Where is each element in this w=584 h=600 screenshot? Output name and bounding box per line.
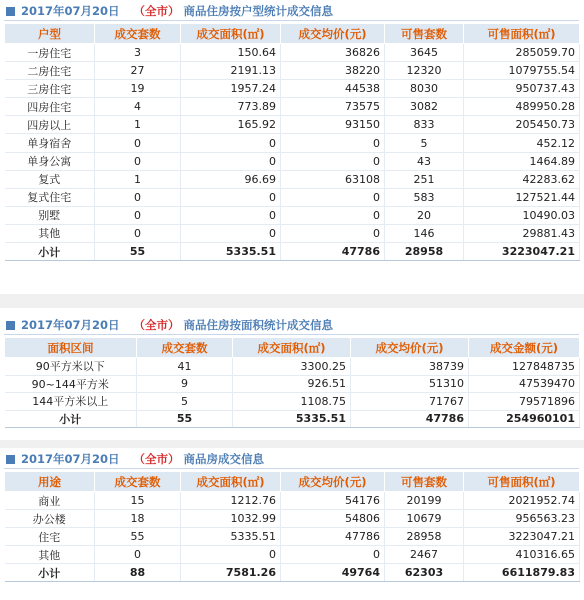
total-cell: 5335.51 bbox=[181, 243, 281, 261]
total-cell: 3223047.21 bbox=[464, 243, 580, 261]
table-cell: 127848735 bbox=[469, 358, 580, 376]
table-cell: 489950.28 bbox=[464, 98, 580, 116]
table-row bbox=[5, 98, 580, 116]
table-cell: 583 bbox=[385, 188, 464, 206]
commercial-table bbox=[4, 471, 580, 582]
table-cell: 146 bbox=[385, 224, 464, 242]
table-cell: 10490.03 bbox=[464, 206, 580, 224]
table-cell: 四房住宅 bbox=[5, 98, 95, 116]
bullet-square-icon bbox=[6, 321, 15, 330]
table-cell: 165.92 bbox=[181, 116, 281, 134]
section-unit-type bbox=[4, 2, 579, 261]
table-cell: 956563.23 bbox=[464, 510, 580, 528]
table-cell: 27 bbox=[95, 62, 181, 80]
section-title: 商品住房按户型统计成交信息 bbox=[183, 4, 334, 18]
table-cell: 205450.73 bbox=[464, 116, 580, 134]
table-cell: 0 bbox=[95, 188, 181, 206]
column-header: 面积区间 bbox=[5, 338, 137, 358]
table-cell: 410316.65 bbox=[464, 546, 580, 564]
table-cell: 其他 bbox=[5, 546, 95, 564]
table-cell: 773.89 bbox=[181, 98, 281, 116]
table-header-row bbox=[5, 24, 580, 44]
table-cell: 办公楼 bbox=[5, 510, 95, 528]
table-row bbox=[5, 358, 580, 376]
section-title: 商品房成交信息 bbox=[183, 452, 265, 466]
table-cell: 0 bbox=[95, 546, 181, 564]
table-cell: 926.51 bbox=[233, 375, 351, 393]
table-total-row bbox=[5, 564, 580, 582]
table-cell: 1032.99 bbox=[181, 510, 281, 528]
table-cell: 38739 bbox=[351, 358, 469, 376]
table-row bbox=[5, 375, 580, 393]
table-cell: 一房住宅 bbox=[5, 44, 95, 62]
table-cell: 住宅 bbox=[5, 528, 95, 546]
table-row bbox=[5, 62, 580, 80]
section-scope: （全市） bbox=[133, 318, 180, 332]
column-header: 成交面积(㎡) bbox=[233, 338, 351, 358]
section-date: 2017年07月20日 bbox=[21, 4, 120, 18]
column-header: 成交面积(㎡) bbox=[181, 24, 281, 44]
column-header: 成交套数 bbox=[95, 24, 181, 44]
table-row bbox=[5, 170, 580, 188]
table-cell: 0 bbox=[181, 206, 281, 224]
table-cell: 0 bbox=[95, 206, 181, 224]
table-cell: 单身公寓 bbox=[5, 152, 95, 170]
table-cell: 93150 bbox=[281, 116, 385, 134]
table-cell: 1212.76 bbox=[181, 492, 281, 510]
column-header: 成交均价(元) bbox=[281, 472, 385, 492]
table-cell: 0 bbox=[281, 224, 385, 242]
section-divider bbox=[0, 294, 584, 308]
table-row bbox=[5, 492, 580, 510]
table-cell: 1079755.54 bbox=[464, 62, 580, 80]
table-cell: 3082 bbox=[385, 98, 464, 116]
table-cell: 5 bbox=[137, 393, 233, 411]
section-commercial bbox=[4, 450, 579, 582]
section-scope: （全市） bbox=[133, 452, 180, 466]
table-cell: 2021952.74 bbox=[464, 492, 580, 510]
table-row bbox=[5, 393, 580, 411]
column-header: 可售套数 bbox=[385, 24, 464, 44]
section-divider bbox=[0, 440, 584, 448]
table-cell: 20199 bbox=[385, 492, 464, 510]
total-cell: 55 bbox=[95, 243, 181, 261]
section-date: 2017年07月20日 bbox=[21, 318, 120, 332]
table-cell: 10679 bbox=[385, 510, 464, 528]
table-cell: 0 bbox=[281, 152, 385, 170]
table-cell: 8030 bbox=[385, 80, 464, 98]
table-cell: 2467 bbox=[385, 546, 464, 564]
section-title-bar bbox=[4, 316, 579, 335]
table-cell: 90平方米以下 bbox=[5, 358, 137, 376]
column-header: 成交套数 bbox=[95, 472, 181, 492]
table-cell: 28958 bbox=[385, 528, 464, 546]
total-cell: 62303 bbox=[385, 564, 464, 582]
table-cell: 5 bbox=[385, 134, 464, 152]
table-cell: 29881.43 bbox=[464, 224, 580, 242]
section-title-bar bbox=[4, 450, 579, 469]
table-cell: 0 bbox=[181, 152, 281, 170]
table-cell: 三房住宅 bbox=[5, 80, 95, 98]
total-cell: 5335.51 bbox=[233, 410, 351, 428]
column-header: 户型 bbox=[5, 24, 95, 44]
table-cell: 1464.89 bbox=[464, 152, 580, 170]
table-cell: 127521.44 bbox=[464, 188, 580, 206]
total-cell: 47786 bbox=[351, 410, 469, 428]
total-cell: 55 bbox=[137, 410, 233, 428]
total-cell: 88 bbox=[95, 564, 181, 582]
column-header: 可售面积(㎡) bbox=[464, 24, 580, 44]
table-cell: 47539470 bbox=[469, 375, 580, 393]
section-date: 2017年07月20日 bbox=[21, 452, 120, 466]
table-cell: 42283.62 bbox=[464, 170, 580, 188]
table-cell: 0 bbox=[181, 134, 281, 152]
table-header-row bbox=[5, 472, 580, 492]
table-cell: 商业 bbox=[5, 492, 95, 510]
table-cell: 0 bbox=[181, 546, 281, 564]
table-cell: 0 bbox=[95, 134, 181, 152]
table-cell: 3300.25 bbox=[233, 358, 351, 376]
table-row bbox=[5, 528, 580, 546]
total-cell: 49764 bbox=[281, 564, 385, 582]
column-header: 成交金额(元) bbox=[469, 338, 580, 358]
table-row bbox=[5, 206, 580, 224]
table-cell: 0 bbox=[95, 224, 181, 242]
table-cell: 0 bbox=[181, 188, 281, 206]
table-cell: 9 bbox=[137, 375, 233, 393]
total-cell: 小计 bbox=[5, 243, 95, 261]
table-cell: 144平方米以上 bbox=[5, 393, 137, 411]
table-cell: 0 bbox=[281, 206, 385, 224]
table-cell: 73575 bbox=[281, 98, 385, 116]
table-cell: 5335.51 bbox=[181, 528, 281, 546]
table-cell: 0 bbox=[281, 188, 385, 206]
table-header-row bbox=[5, 338, 580, 358]
section-title-bar bbox=[4, 2, 579, 21]
table-cell: 96.69 bbox=[181, 170, 281, 188]
column-header: 用途 bbox=[5, 472, 95, 492]
unit-type-table bbox=[4, 23, 580, 261]
table-cell: 二房住宅 bbox=[5, 62, 95, 80]
table-cell: 15 bbox=[95, 492, 181, 510]
table-cell: 4 bbox=[95, 98, 181, 116]
table-row bbox=[5, 188, 580, 206]
table-cell: 51310 bbox=[351, 375, 469, 393]
table-cell: 12320 bbox=[385, 62, 464, 80]
table-row bbox=[5, 510, 580, 528]
column-header: 可售面积(㎡) bbox=[464, 472, 580, 492]
table-cell: 54176 bbox=[281, 492, 385, 510]
table-cell: 63108 bbox=[281, 170, 385, 188]
table-cell: 0 bbox=[281, 134, 385, 152]
column-header: 成交均价(元) bbox=[351, 338, 469, 358]
table-total-row bbox=[5, 410, 580, 428]
table-cell: 41 bbox=[137, 358, 233, 376]
table-row bbox=[5, 546, 580, 564]
table-cell: 复式住宅 bbox=[5, 188, 95, 206]
area-range-table bbox=[4, 337, 580, 428]
column-header: 可售套数 bbox=[385, 472, 464, 492]
table-row bbox=[5, 152, 580, 170]
table-cell: 47786 bbox=[281, 528, 385, 546]
table-cell: 44538 bbox=[281, 80, 385, 98]
table-cell: 452.12 bbox=[464, 134, 580, 152]
table-row bbox=[5, 134, 580, 152]
table-cell: 55 bbox=[95, 528, 181, 546]
table-cell: 54806 bbox=[281, 510, 385, 528]
table-cell: 251 bbox=[385, 170, 464, 188]
table-cell: 1957.24 bbox=[181, 80, 281, 98]
total-cell: 28958 bbox=[385, 243, 464, 261]
column-header: 成交套数 bbox=[137, 338, 233, 358]
table-cell: 20 bbox=[385, 206, 464, 224]
table-row bbox=[5, 224, 580, 242]
total-cell: 6611879.83 bbox=[464, 564, 580, 582]
bullet-square-icon bbox=[6, 455, 15, 464]
table-cell: 36826 bbox=[281, 44, 385, 62]
table-cell: 1108.75 bbox=[233, 393, 351, 411]
table-cell: 43 bbox=[385, 152, 464, 170]
table-cell: 其他 bbox=[5, 224, 95, 242]
table-cell: 950737.43 bbox=[464, 80, 580, 98]
table-cell: 38220 bbox=[281, 62, 385, 80]
total-cell: 小计 bbox=[5, 410, 137, 428]
table-cell: 18 bbox=[95, 510, 181, 528]
table-cell: 3645 bbox=[385, 44, 464, 62]
table-total-row bbox=[5, 243, 580, 261]
table-cell: 1 bbox=[95, 116, 181, 134]
table-cell: 90~144平方米 bbox=[5, 375, 137, 393]
table-cell: 0 bbox=[95, 152, 181, 170]
column-header: 成交均价(元) bbox=[281, 24, 385, 44]
table-row bbox=[5, 44, 580, 62]
table-cell: 79571896 bbox=[469, 393, 580, 411]
total-cell: 7581.26 bbox=[181, 564, 281, 582]
table-cell: 19 bbox=[95, 80, 181, 98]
column-header: 成交面积(㎡) bbox=[181, 472, 281, 492]
table-cell: 复式 bbox=[5, 170, 95, 188]
bullet-square-icon bbox=[6, 7, 15, 16]
section-scope: （全市） bbox=[133, 4, 180, 18]
total-cell: 小计 bbox=[5, 564, 95, 582]
section-title: 商品住房按面积统计成交信息 bbox=[183, 318, 334, 332]
table-cell: 3223047.21 bbox=[464, 528, 580, 546]
table-row bbox=[5, 116, 580, 134]
total-cell: 254960101 bbox=[469, 410, 580, 428]
table-cell: 285059.70 bbox=[464, 44, 580, 62]
table-cell: 71767 bbox=[351, 393, 469, 411]
table-cell: 833 bbox=[385, 116, 464, 134]
table-cell: 3 bbox=[95, 44, 181, 62]
table-row bbox=[5, 80, 580, 98]
table-cell: 别墅 bbox=[5, 206, 95, 224]
table-cell: 2191.13 bbox=[181, 62, 281, 80]
table-cell: 150.64 bbox=[181, 44, 281, 62]
table-cell: 1 bbox=[95, 170, 181, 188]
total-cell: 47786 bbox=[281, 243, 385, 261]
table-cell: 单身宿舍 bbox=[5, 134, 95, 152]
table-cell: 0 bbox=[181, 224, 281, 242]
table-cell: 0 bbox=[281, 546, 385, 564]
table-cell: 四房以上 bbox=[5, 116, 95, 134]
section-area-range bbox=[4, 316, 579, 428]
